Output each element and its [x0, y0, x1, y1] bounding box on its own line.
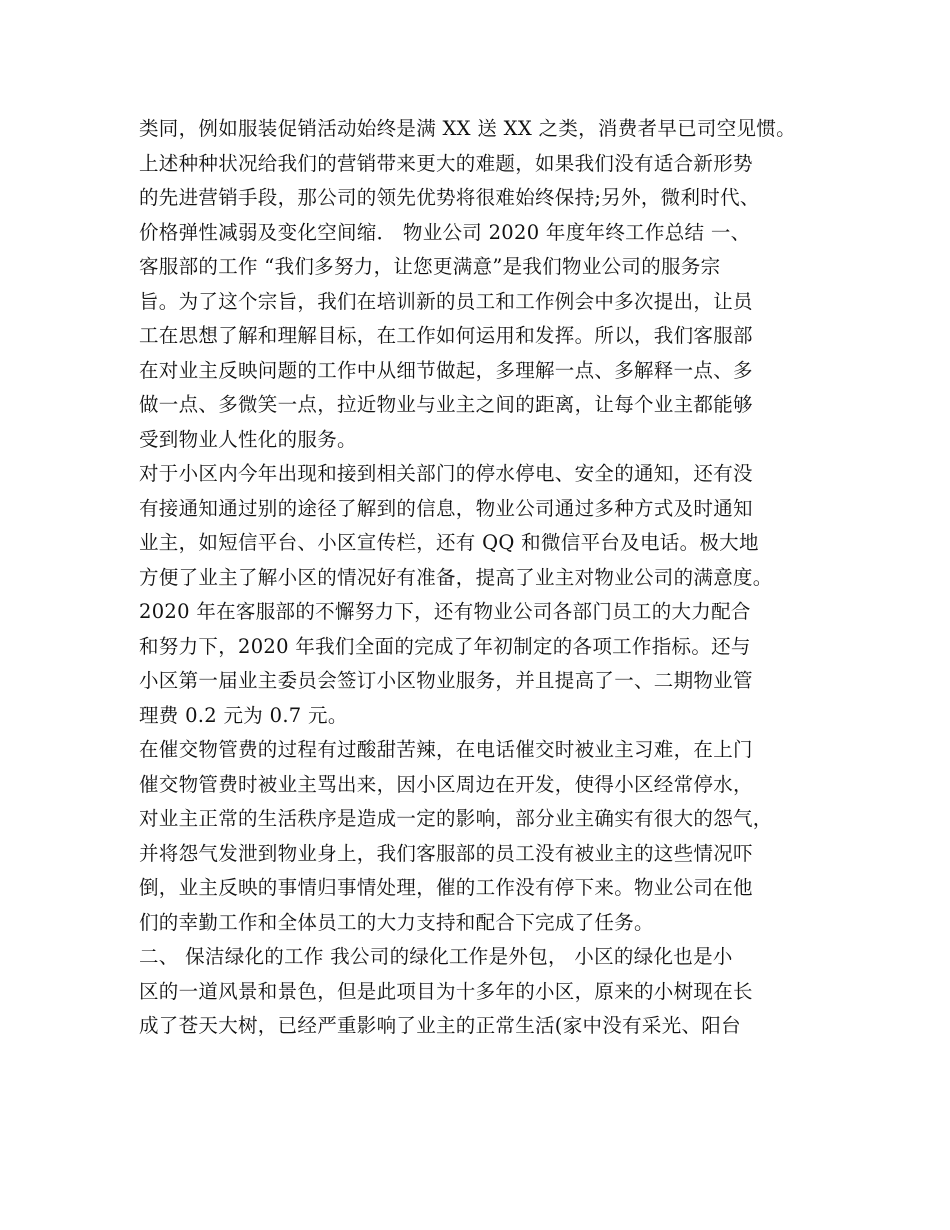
text-line: 的先进营销手段，那公司的领先优势将很难始终保持;另外，微利时代、 — [139, 186, 760, 209]
text-line: 类同，例如服装促销活动始终是满 XX 送 XX 之类，消费者早已司空见惯。 — [139, 117, 796, 140]
text-line: 方便了业主了解小区的情况好有准备，提高了业主对物业公司的满意度。 — [139, 565, 773, 589]
text-line: 2020 年在客服部的不懈努力下，还有物业公司各部门员工的大力配合 — [139, 600, 751, 623]
text-line: 价格弹性减弱及变化空间缩． 物业公司 2020 年度年终工作总结 一、 — [139, 220, 751, 244]
text-line: 做一点、多微笑一点，拉近物业与业主之间的距离，让每个业主都能够 — [139, 393, 753, 416]
text-line: 小区第一届业主委员会签订小区物业服务，并且提高了一、二期物业管 — [139, 669, 753, 692]
text-line: 成了苍天大树，已经严重影响了业主的正常生活(家中没有采光、阳台 — [139, 1014, 741, 1037]
text-line: 在催交物管费的过程有过酸甜苦辣，在电话催交时被业主习难，在上门 — [139, 738, 753, 761]
text-line: 理费 0.2 元为 0.7 元。 — [139, 703, 348, 727]
text-line: 们的幸勤工作和全体员工的大力支持和配合下完成了任务。 — [139, 910, 654, 934]
text-line: 二、 保洁绿化的工作 我公司的绿化工作是外包， 小区的绿化也是小 — [139, 945, 733, 968]
text-line: 有接通知通过别的途径了解到的信息，物业公司通过多种方式及时通知 — [139, 496, 753, 520]
text-line: 在对业主反映问题的工作中从细节做起，多理解一点、多解释一点、多 — [139, 358, 753, 382]
text-line: 工在思想了解和理解目标，在工作如何运用和发挥。所以，我们客服部 — [139, 324, 753, 347]
text-line: 客服部的工作 “我们多努力，让您更满意”是我们物业公司的服务宗 — [139, 255, 721, 278]
text-line: 上述种种状况给我们的营销带来更大的难题，如果我们没有适合新形势 — [139, 151, 753, 175]
text-line: 和努力下，2020 年我们全面的完成了年初制定的各项工作指标。还与 — [139, 634, 751, 658]
text-line: 受到物业人性化的服务。 — [139, 427, 357, 451]
document-body — [139, 112, 829, 1044]
text-line: 业主，如短信平台、小区宣传栏，还有 QQ 和微信平台及电话。极大地 — [139, 531, 759, 554]
text-line: 并将怨气发泄到物业身上，我们客服部的员工没有被业主的这些情况吓 — [139, 841, 753, 865]
text-line: 区的一道风景和景色，但是此项目为十多年的小区，原来的小树现在长 — [139, 979, 753, 1003]
text-line: 对于小区内今年出现和接到相关部门的停水停电、安全的通知，还有没 — [139, 462, 753, 485]
text-line: 对业主正常的生活秩序是造成一定的影响，部分业主确实有很大的怨气， — [139, 807, 773, 830]
text-line: 催交物管费时被业主骂出来，因小区周边在开发，使得小区经常停水， — [139, 772, 753, 796]
text-line: 旨。为了这个宗旨，我们在培训新的员工和工作例会中多次提出，让员 — [139, 289, 753, 313]
text-line: 倒，业主反映的事情归事情处理，催的工作没有停下来。物业公司在他 — [139, 876, 753, 899]
